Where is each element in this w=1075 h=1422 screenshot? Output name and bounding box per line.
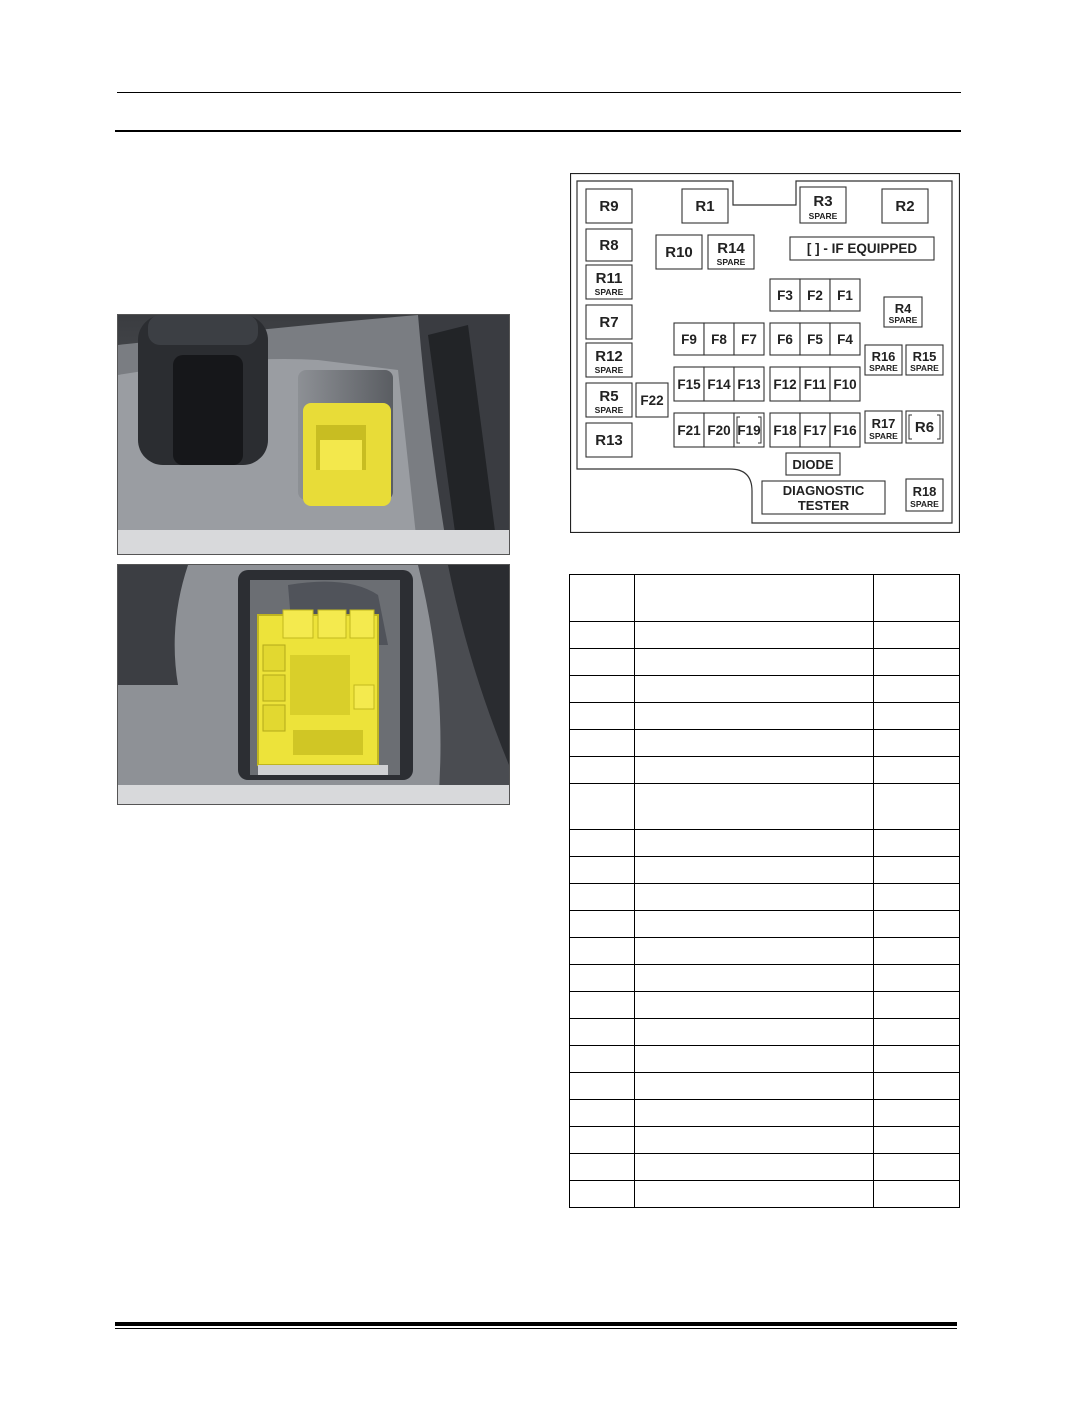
fuse-slot-r17 [865, 411, 902, 443]
fuse-slot-r13 [586, 423, 632, 457]
fuse-slot-r3 [800, 187, 846, 223]
svg-text:R12: R12 [595, 348, 623, 365]
table-cell [874, 1073, 960, 1100]
table-row [570, 857, 960, 884]
svg-text:F4: F4 [837, 332, 853, 347]
fuse-slot-r9 [586, 189, 632, 223]
table-row [570, 1154, 960, 1181]
svg-text:F13: F13 [737, 377, 761, 392]
svg-text:F10: F10 [833, 377, 857, 392]
fuse-slot-r16 [865, 345, 902, 375]
table-cell [635, 730, 874, 757]
table-cell [635, 757, 874, 784]
table-cell [570, 1154, 635, 1181]
table-cell [635, 1073, 874, 1100]
fuse-slot-r18 [906, 479, 943, 511]
table-cell [874, 1127, 960, 1154]
table-row [570, 649, 960, 676]
fuse-slot-f12 [770, 367, 800, 401]
table-cell [570, 965, 635, 992]
svg-text:SPARE: SPARE [594, 365, 624, 375]
svg-text:F20: F20 [707, 423, 731, 438]
header-rule-top [117, 92, 961, 93]
table-cell [635, 1127, 874, 1154]
fuse-table [569, 574, 960, 1208]
fuse-slot-r7 [586, 305, 632, 339]
svg-text:F6: F6 [777, 332, 793, 347]
svg-text:R6: R6 [914, 419, 935, 436]
svg-text:F3: F3 [777, 288, 793, 303]
table-cell [874, 1100, 960, 1127]
table-cell [635, 649, 874, 676]
header-rule-bottom [115, 130, 961, 132]
svg-text:F12: F12 [773, 377, 797, 392]
footer-rule-thick [115, 1322, 957, 1326]
svg-text:SPARE: SPARE [869, 363, 898, 373]
fuse-slot-f13 [734, 367, 764, 401]
fuse-slot-f22 [636, 383, 668, 417]
table-cell [570, 992, 635, 1019]
table-cell [874, 575, 960, 622]
fuse-slot-f6 [770, 323, 800, 355]
table-cell [570, 649, 635, 676]
fuse-slot-f5 [800, 323, 830, 355]
table-cell [570, 784, 635, 830]
table-row [570, 622, 960, 649]
svg-text:DIAGNOSTIC: DIAGNOSTIC [782, 483, 865, 498]
table-row [570, 784, 960, 830]
table-cell [570, 857, 635, 884]
table-header-row [570, 575, 960, 622]
table-cell [874, 830, 960, 857]
svg-text:F1: F1 [837, 288, 853, 303]
svg-text:R15: R15 [912, 349, 937, 364]
table-row [570, 1046, 960, 1073]
fuse-slot-f10 [830, 367, 860, 401]
fuse-slot-r5 [586, 383, 632, 417]
table-cell [570, 884, 635, 911]
table-cell [570, 757, 635, 784]
svg-text:SPARE: SPARE [716, 257, 746, 267]
fuse-slot-r4 [884, 297, 922, 327]
table-cell [635, 622, 874, 649]
table-row [570, 1127, 960, 1154]
table-cell [874, 1046, 960, 1073]
svg-text:[ ] - IF EQUIPPED: [ ] - IF EQUIPPED [806, 241, 918, 256]
svg-text:F7: F7 [741, 332, 757, 347]
svg-text:R13: R13 [595, 432, 623, 449]
fuse-box-diagram [570, 173, 960, 533]
table-cell [570, 730, 635, 757]
svg-text:R18: R18 [912, 484, 937, 499]
fuse-slot-f21 [674, 413, 704, 447]
table-cell [570, 575, 635, 622]
table-row [570, 757, 960, 784]
svg-text:R9: R9 [599, 198, 619, 215]
fuse-slot-r1 [682, 189, 728, 223]
svg-text:R8: R8 [599, 237, 619, 254]
svg-text:R16: R16 [871, 349, 896, 364]
table-cell [635, 703, 874, 730]
fuse-slot-diag [762, 481, 885, 514]
fuse-slot-f20 [704, 413, 734, 447]
footer-rule-thin [115, 1328, 957, 1329]
table-cell [874, 911, 960, 938]
fuse-slot-f8 [704, 323, 734, 355]
fuse-slot-f9 [674, 323, 704, 355]
table-cell [570, 1073, 635, 1100]
svg-text:R14: R14 [717, 240, 745, 257]
table-row [570, 703, 960, 730]
svg-text:R1: R1 [695, 198, 715, 215]
dashboard-fuse-cover-photo [117, 314, 510, 555]
table-cell [635, 992, 874, 1019]
fuse-slot-r12 [586, 343, 632, 377]
table-row [570, 830, 960, 857]
table-cell [635, 784, 874, 830]
svg-text:SPARE: SPARE [888, 315, 918, 325]
table-cell [874, 992, 960, 1019]
table-cell [635, 1019, 874, 1046]
table-cell [635, 1100, 874, 1127]
table-cell [635, 938, 874, 965]
table-cell [635, 830, 874, 857]
svg-text:R3: R3 [813, 193, 833, 210]
svg-text:R2: R2 [895, 198, 915, 215]
fuse-slot-r11 [586, 265, 632, 299]
table-cell [874, 622, 960, 649]
table-cell [874, 1181, 960, 1208]
table-cell [874, 730, 960, 757]
svg-text:SPARE: SPARE [869, 431, 898, 441]
svg-text:F17: F17 [803, 423, 827, 438]
table-row [570, 911, 960, 938]
fuse-slot-f19 [734, 413, 764, 447]
fuse-slot-f14 [704, 367, 734, 401]
svg-text:F9: F9 [681, 332, 697, 347]
open-fuse-box-photo [117, 564, 510, 805]
fuse-slot-r6 [906, 411, 943, 443]
table-cell [570, 1181, 635, 1208]
table-row [570, 1100, 960, 1127]
table-cell [635, 575, 874, 622]
svg-text:F18: F18 [773, 423, 797, 438]
table-cell [570, 1127, 635, 1154]
table-cell [874, 757, 960, 784]
table-cell [635, 884, 874, 911]
table-row [570, 676, 960, 703]
table-cell [570, 938, 635, 965]
svg-text:F14: F14 [707, 377, 731, 392]
fuse-slot-f15 [674, 367, 704, 401]
table-cell [874, 1019, 960, 1046]
fuse-slot-f1 [830, 279, 860, 311]
svg-text:F15: F15 [677, 377, 701, 392]
table-cell [570, 830, 635, 857]
svg-text:R11: R11 [595, 270, 623, 287]
svg-text:F22: F22 [640, 393, 664, 408]
table-cell [570, 911, 635, 938]
svg-text:R4: R4 [894, 301, 912, 316]
fuse-slot-r14 [708, 235, 754, 269]
table-cell [874, 965, 960, 992]
fuse-slot-f4 [830, 323, 860, 355]
table-cell [874, 703, 960, 730]
svg-text:R10: R10 [665, 244, 693, 261]
table-cell [570, 622, 635, 649]
table-cell [874, 884, 960, 911]
table-cell [874, 857, 960, 884]
table-cell [635, 857, 874, 884]
table-cell [635, 1181, 874, 1208]
svg-text:F16: F16 [833, 423, 857, 438]
svg-text:R5: R5 [599, 388, 619, 405]
table-row [570, 1019, 960, 1046]
fuse-slot-diode [786, 453, 840, 475]
fuse-slot-f17 [800, 413, 830, 447]
table-row [570, 730, 960, 757]
fuse-slot-f7 [734, 323, 764, 355]
fuse-slot-r15 [906, 345, 943, 375]
svg-text:SPARE: SPARE [910, 499, 939, 509]
table-row [570, 1073, 960, 1100]
table-cell [570, 1046, 635, 1073]
table-cell [570, 1100, 635, 1127]
fuse-slot-f16 [830, 413, 860, 447]
table-cell [874, 938, 960, 965]
table-cell [635, 965, 874, 992]
table-cell [635, 911, 874, 938]
svg-text:F21: F21 [677, 423, 701, 438]
svg-text:F2: F2 [807, 288, 823, 303]
svg-text:R7: R7 [599, 314, 619, 331]
svg-text:F8: F8 [711, 332, 727, 347]
fuse-slot-f18 [770, 413, 800, 447]
table-row [570, 884, 960, 911]
svg-text:F11: F11 [803, 377, 827, 392]
table-row [570, 992, 960, 1019]
svg-text:SPARE: SPARE [910, 363, 939, 373]
table-cell [570, 1019, 635, 1046]
table-cell [874, 676, 960, 703]
table-cell [635, 1154, 874, 1181]
table-row [570, 938, 960, 965]
table-cell [570, 703, 635, 730]
svg-text:SPARE: SPARE [808, 211, 838, 221]
fuse-slot-f2 [800, 279, 830, 311]
fuse-slot-r2 [882, 189, 928, 223]
table-cell [874, 784, 960, 830]
if-equipped-legend [790, 237, 934, 260]
svg-text:TESTER: TESTER [797, 498, 850, 513]
table-cell [635, 676, 874, 703]
svg-text:R17: R17 [871, 416, 896, 431]
table-cell [874, 1154, 960, 1181]
svg-text:SPARE: SPARE [594, 287, 624, 297]
table-row [570, 965, 960, 992]
svg-text:DIODE: DIODE [792, 457, 834, 472]
table-row [570, 1181, 960, 1208]
fuse-slot-f3 [770, 279, 800, 311]
fuse-slot-f11 [800, 367, 830, 401]
table-cell [874, 649, 960, 676]
table-cell [635, 1046, 874, 1073]
fuse-slot-r8 [586, 229, 632, 261]
svg-text:F5: F5 [807, 332, 823, 347]
svg-text:SPARE: SPARE [594, 405, 624, 415]
table-cell [570, 676, 635, 703]
fuse-slot-r10 [656, 235, 702, 269]
svg-text:F19: F19 [737, 423, 761, 438]
